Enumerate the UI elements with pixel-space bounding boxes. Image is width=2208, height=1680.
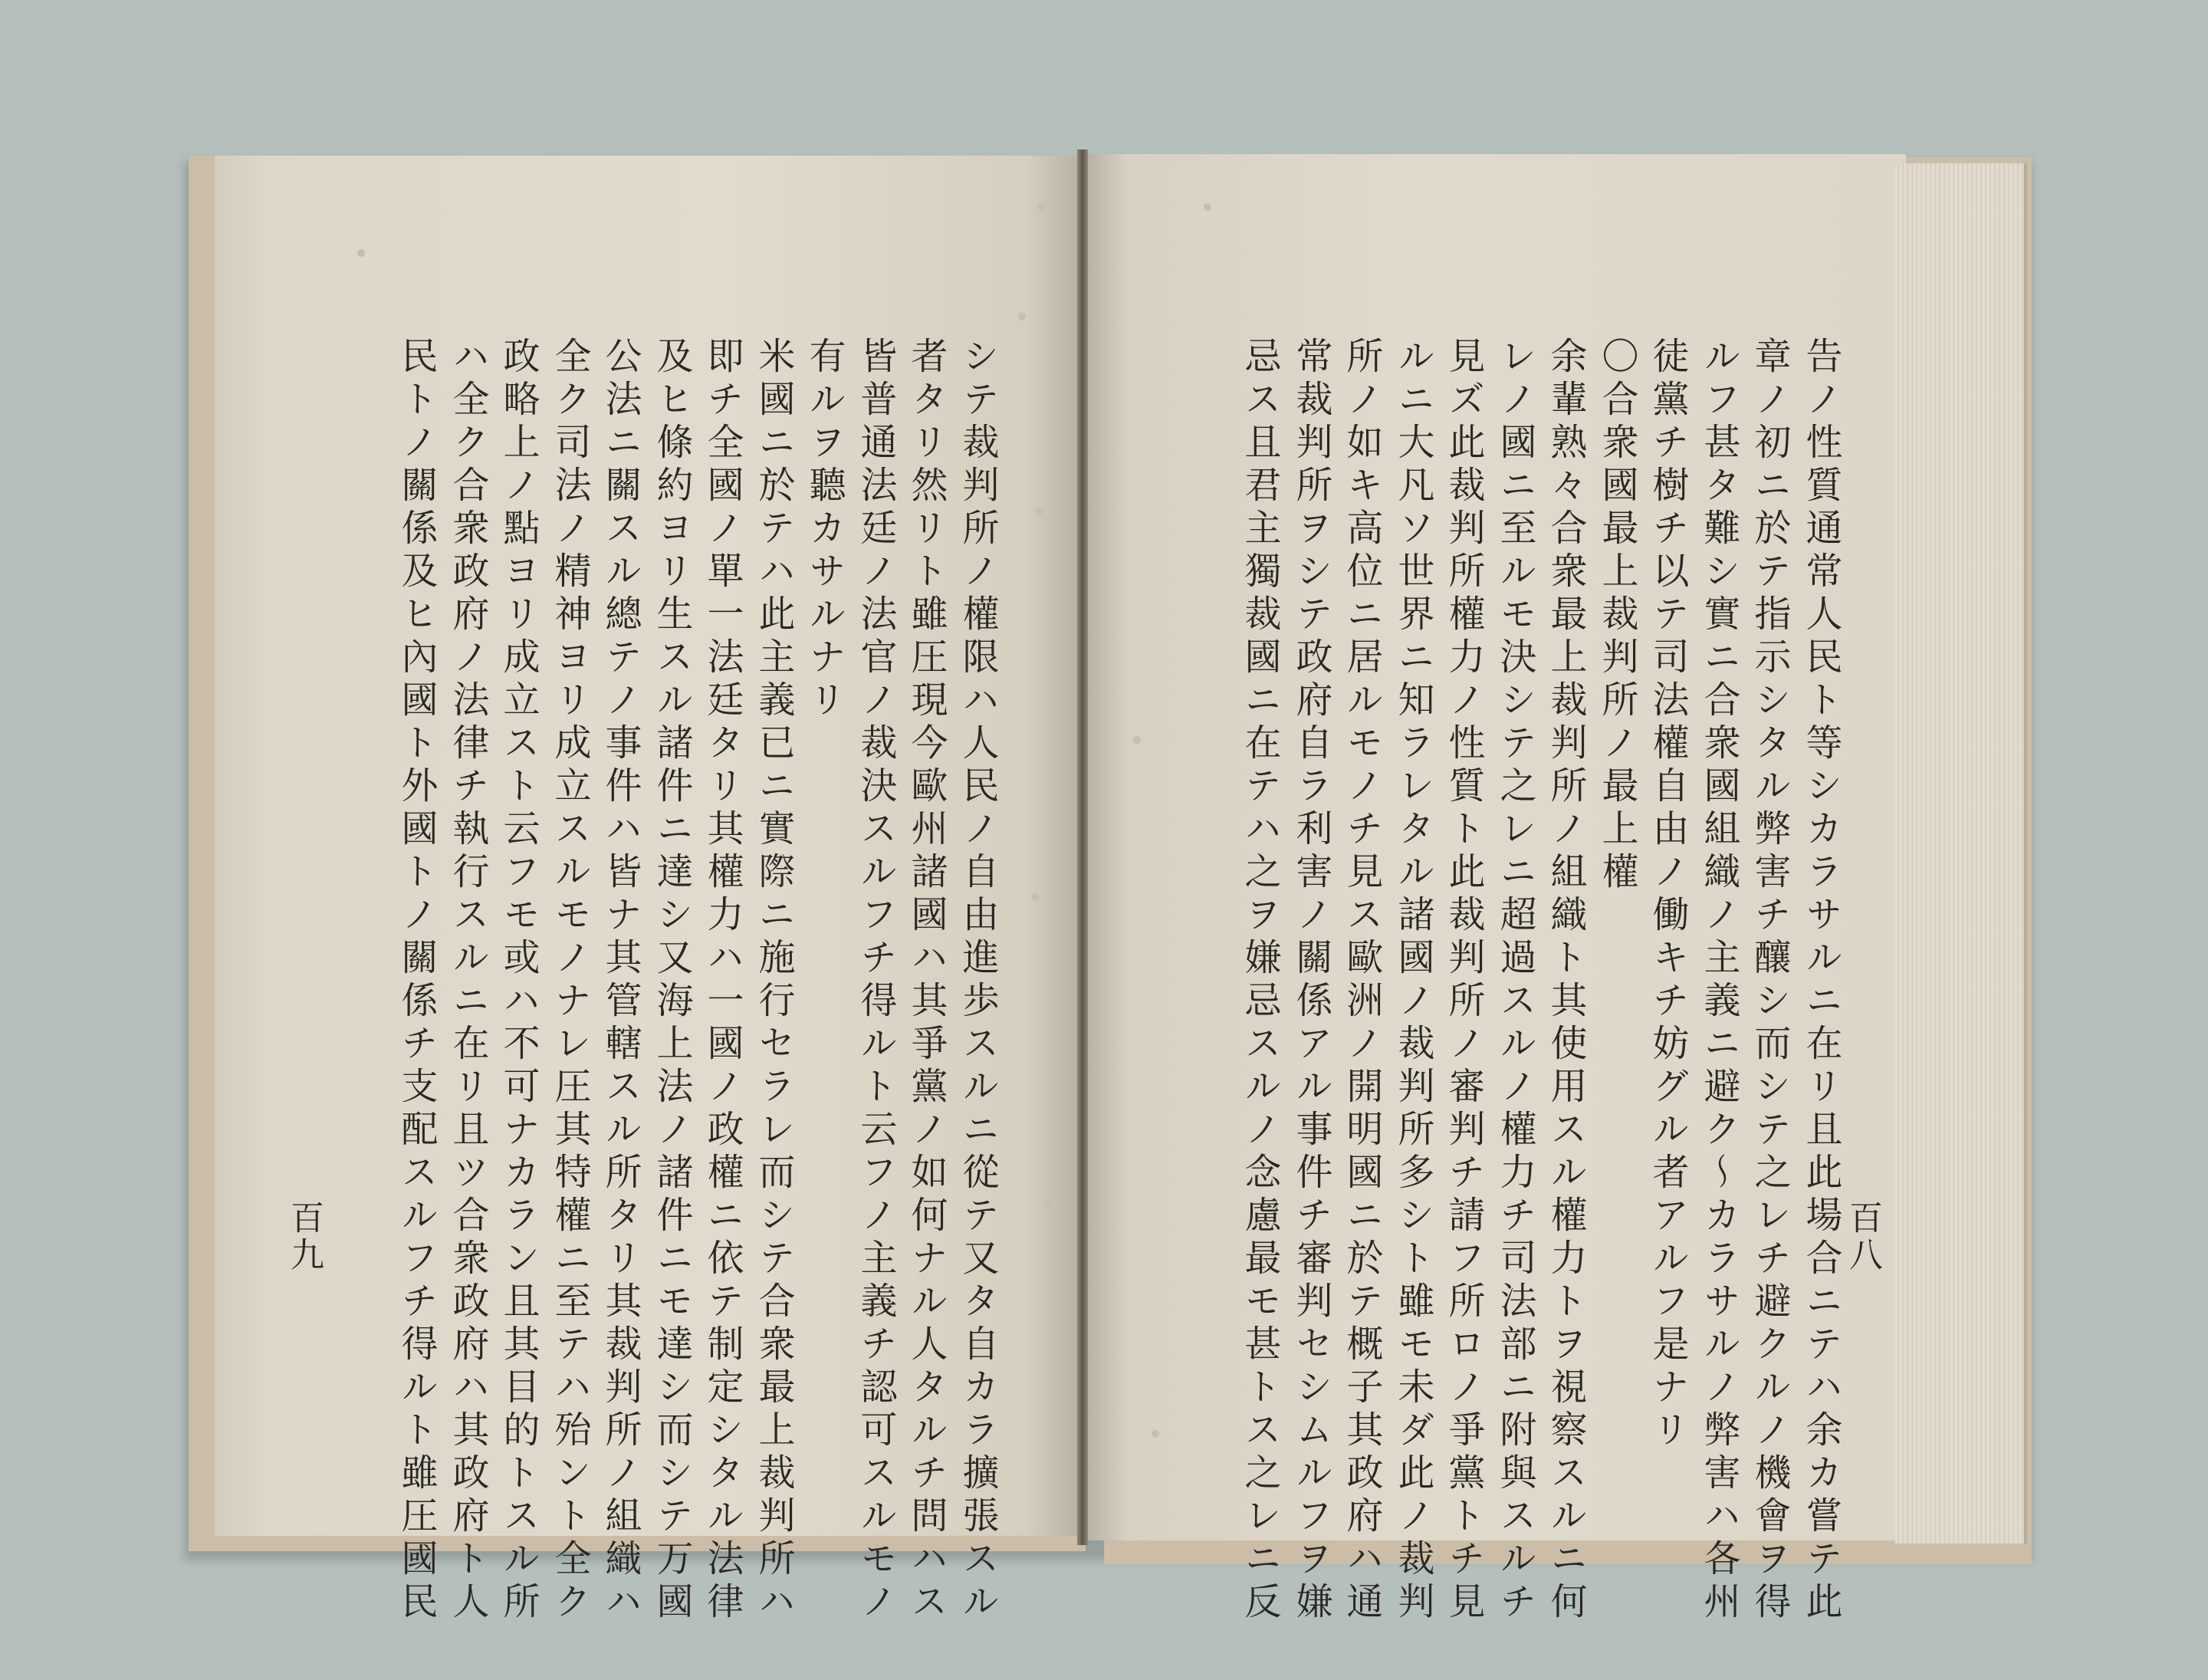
- left-text-column: 皆普通法廷ノ法官ノ裁決スルフチ得ルト云フノ主義チ認可スルモノ: [854, 337, 897, 1625]
- right-text-column: ルフ甚タ難シ實ニ合衆國組織ノ主義ニ避ク〜カラサルノ弊害ハ各州: [1697, 337, 1740, 1625]
- paper-spot: [1035, 508, 1043, 515]
- right-text-column: 忌ス且君主獨裁國ニ在テハ之ヲ嫌忌スルノ念慮最モ甚トス之レニ反: [1238, 337, 1281, 1625]
- paper-spot: [1204, 203, 1211, 211]
- paper-spot: [1018, 313, 1026, 321]
- right-text-column: レノ國ニ至ルモ決シテ之レニ超過スルノ權力チ司法部ニ附與スルチ: [1493, 337, 1536, 1625]
- left-text-column: 公法ニ關スル總テノ事件ハ皆ナ其管轄スル所タリ其裁判所ノ組織ハ: [599, 337, 642, 1625]
- left-text-column: 米國ニ於テハ此主義已ニ實際ニ施行セラレ而シテ合衆最上裁判所ハ: [752, 337, 795, 1625]
- left-text-column: 及ヒ條約ヨリ生スル諸件ニ達シ又海上法ノ諸件ニモ達シ而シテ万國: [650, 337, 693, 1625]
- left-text-column: 即チ全國ノ單一法廷タリ其權力ハ一國ノ政權ニ依テ制定シタル法律: [701, 337, 744, 1625]
- left-text-column: 全ク司法ノ精神ヨリ成立スルモノナレ圧其特權ニ至テハ殆ント全ク: [548, 337, 591, 1625]
- left-text-column: 有ルヲ聽カサルナリ: [803, 337, 846, 723]
- left-text-column: ハ全ク合衆政府ノ法律チ執行スルニ在リ且ツ合衆政府ハ其政府ト人: [446, 337, 489, 1625]
- left-text-column: シテ裁判所ノ權限ハ人民ノ自由進歩スルニ從テ又タ自カラ擴張スル: [956, 337, 999, 1625]
- paper-spot: [1152, 1430, 1159, 1438]
- paper-spot: [1046, 1200, 1054, 1208]
- open-book: [184, 150, 2032, 1625]
- paper-spot: [1133, 736, 1141, 744]
- left-text-column: 政略上ノ點ヨリ成立スト云フモ或ハ不可ナカラン且其目的トスル所: [497, 337, 540, 1625]
- right-text-column: 徒黨チ樹チ以テ司法權自由ノ働キチ妨グル者アルフ是ナリ: [1646, 337, 1689, 1453]
- right-text-column: ルニ大凡ソ世界ニ知ラレタル諸國ノ裁判所多シト雖モ未ダ此ノ裁判: [1392, 337, 1434, 1625]
- paper-spot: [357, 249, 365, 257]
- left-text-column: 者タリ然リト雖圧現今歐州諸國ハ其爭黨ノ如何ナル人タルチ問ハス: [905, 337, 948, 1625]
- paper-spot: [1031, 893, 1039, 901]
- right-text-column: 常裁判所ヲシテ政府自ラ利害ノ關係アル事件チ審判セシムルフヲ嫌: [1290, 337, 1332, 1625]
- book-gutter: [1077, 150, 1088, 1545]
- page-number-right: 百八: [1843, 1200, 1882, 1274]
- right-text-column: 余輩熟々合衆最上裁判所ノ組織ト其使用スル權力トヲ視察スルニ何: [1544, 337, 1587, 1625]
- page-number-left: 百九: [284, 1200, 324, 1274]
- right-text-column: 告ノ性質通常人民ト等シカラサルニ在リ且此場合ニテハ余カ嘗テ此: [1799, 337, 1842, 1625]
- page-edges: [1895, 163, 2027, 1544]
- right-text-column: 所ノ如キ高位ニ居ルモノチ見ス歐洲ノ開明國ニ於テ概子其政府ハ通: [1340, 337, 1383, 1625]
- right-text-column: 章ノ初ニ於テ指示シタル弊害チ釀シ而シテ之レチ避クルノ機會ヲ得: [1748, 337, 1791, 1625]
- section-heading: 〇合衆國最上裁判所ノ最上權: [1595, 337, 1638, 895]
- right-text-column: 見ズ此裁判所權力ノ性質ト此裁判所ノ審判チ請フ所ロノ爭黨トチ見: [1442, 337, 1485, 1625]
- paper-spot: [1037, 203, 1045, 211]
- left-text-column: 民トノ關係及ヒ內國ト外國トノ關係チ支配スルフチ得ルト雖圧國民: [395, 337, 438, 1625]
